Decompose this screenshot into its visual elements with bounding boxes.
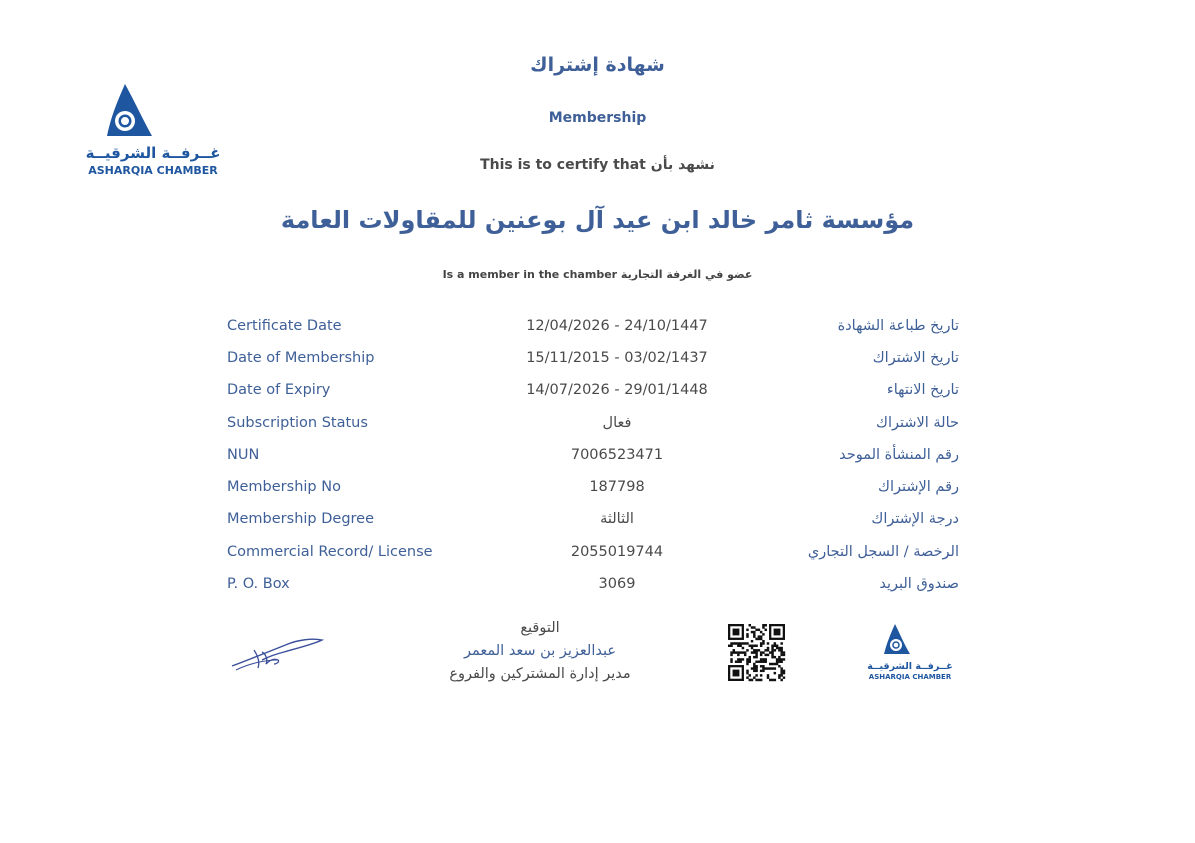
- detail-label-ar: صندوق البريد: [879, 576, 959, 592]
- detail-row-commercial-record: [227, 544, 959, 568]
- detail-label-en: Membership No: [227, 479, 341, 495]
- signature-image: [228, 630, 328, 674]
- detail-label-en: Certificate Date: [227, 318, 342, 334]
- chamber-logo-small: [867, 624, 953, 682]
- signatory-position: مدير إدارة المشتركين والفروع: [449, 666, 631, 682]
- detail-row-membership-no: [227, 479, 959, 503]
- detail-row-membership-date: [227, 350, 959, 374]
- svg-text:غــرفــة الشرقيــة: غــرفــة الشرقيــة: [85, 144, 221, 162]
- company-name: مؤسسة ثامر خالد ابن عيد آل بوعنين للمقاولات العامة: [280, 206, 915, 234]
- detail-row-po-box: [227, 576, 959, 600]
- detail-value: فعال: [602, 415, 632, 431]
- detail-label-ar: الرخصة / السجل التجاري: [807, 544, 959, 560]
- member-statement: Is a member in the chamber عضو في الغرفة التجارية: [442, 268, 753, 281]
- svg-text:غــرفــة الشرقيــة: غــرفــة الشرقيــة: [867, 661, 953, 672]
- qr-code: [728, 624, 785, 681]
- detail-label-en: P. O. Box: [227, 576, 290, 592]
- signature-block: [390, 617, 690, 686]
- detail-label-en: NUN: [227, 447, 260, 463]
- detail-value: 187798: [589, 479, 645, 495]
- detail-row-expiry-date: [227, 382, 959, 406]
- detail-label-ar: تاريخ طباعة الشهادة: [837, 318, 959, 334]
- detail-row-certificate-date: [227, 318, 959, 342]
- detail-label-ar: تاريخ الاشتراك: [872, 350, 959, 366]
- detail-label-en: Subscription Status: [227, 415, 368, 431]
- certificate-title-arabic: شهادة إشتراك: [530, 54, 665, 76]
- certificate-title-english: Membership: [548, 110, 647, 126]
- detail-label-en: Commercial Record/ License: [227, 544, 433, 560]
- detail-row-nun: [227, 447, 959, 471]
- detail-value: 12/04/2026 - 24/10/1447: [526, 318, 708, 334]
- detail-row-subscription-status: [227, 415, 959, 439]
- signatory-name: عبدالعزيز بن سعد المعمر: [464, 643, 616, 659]
- detail-label-ar: رقم المنشأة الموحد: [839, 447, 959, 463]
- detail-row-membership-degree: [227, 511, 959, 535]
- detail-label-ar: تاريخ الانتهاء: [886, 382, 959, 398]
- detail-value: الثالثة: [600, 511, 634, 527]
- svg-text:ASHARQIA CHAMBER: ASHARQIA CHAMBER: [88, 164, 218, 177]
- detail-label-ar: حالة الاشتراك: [876, 415, 959, 431]
- detail-label-ar: رقم الإشتراك: [878, 479, 959, 495]
- detail-label-ar: درجة الإشتراك: [871, 511, 959, 527]
- detail-value: 3069: [598, 576, 636, 592]
- detail-label-en: Date of Expiry: [227, 382, 331, 398]
- detail-value: 14/07/2026 - 29/01/1448: [526, 382, 708, 398]
- certify-text: This is to certify that نشهد بأن: [480, 157, 715, 173]
- detail-value: 15/11/2015 - 03/02/1437: [526, 350, 708, 366]
- svg-text:ASHARQIA CHAMBER: ASHARQIA CHAMBER: [868, 673, 952, 681]
- signature-label: التوقيع: [520, 620, 560, 636]
- detail-value: 7006523471: [570, 447, 664, 463]
- detail-label-en: Date of Membership: [227, 350, 375, 366]
- detail-label-en: Membership Degree: [227, 511, 375, 527]
- detail-value: 2055019744: [570, 544, 664, 560]
